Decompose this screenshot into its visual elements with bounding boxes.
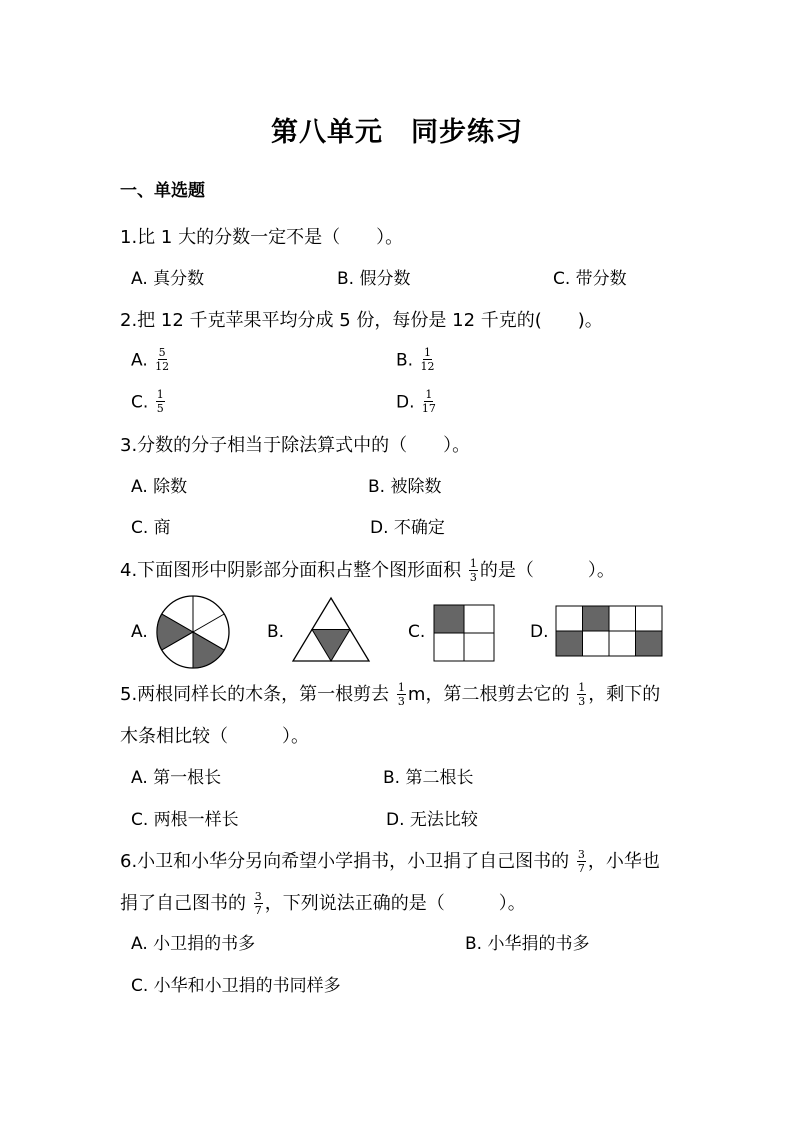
question-4-text-end: 的是（ ）。	[479, 560, 615, 581]
square-cell	[464, 605, 494, 633]
rect-shaded-cell	[556, 631, 583, 656]
question-6-fraction-1	[577, 849, 586, 874]
question-1-text: 1.比 1 大的分数一定不是（ ）。	[120, 227, 404, 248]
fraction-numerator: 1	[423, 346, 431, 359]
q2-option-c-label: C.	[131, 392, 149, 413]
q1-option-a[interactable]: A. 真分数	[131, 269, 205, 289]
question-6-text-2-end: ，下列说法正确的是（ ）。	[264, 893, 526, 914]
question-2-text: 2.把 12 千克苹果平均分成 5 份，每份是 12 千克的( )。	[120, 310, 603, 331]
q4-option-d-label[interactable]: D.	[530, 622, 549, 642]
rect-cell	[556, 606, 583, 631]
q2-option-a[interactable]	[131, 348, 171, 373]
q2-option-c[interactable]	[131, 390, 167, 415]
rect-shaded-cell	[583, 606, 610, 631]
q4-option-d-rectangle-figure[interactable]	[555, 605, 663, 657]
fraction-numerator: 1	[156, 388, 164, 401]
fraction-denominator: 12	[420, 360, 435, 373]
question-6-text-line-1	[120, 849, 660, 875]
q5-option-d[interactable]: D. 无法比较	[386, 810, 478, 830]
question-5-text-end: ，剩下的	[588, 684, 661, 705]
question-4-text	[120, 558, 615, 584]
q2-option-b[interactable]	[396, 348, 436, 373]
fraction-denominator: 3	[469, 570, 477, 584]
question-6-text-start: 6.小卫和小华分另向希望小学捐书，小卫捐了自己图书的	[120, 851, 570, 872]
question-5-text-middle: m，第二根剪去它的	[407, 684, 570, 705]
fraction-denominator: 7	[254, 903, 262, 917]
fraction-numerator: 5	[158, 346, 166, 359]
question-4-fraction	[469, 558, 478, 583]
rect-cell	[583, 631, 610, 656]
q4-option-a-label[interactable]: A.	[131, 622, 148, 642]
q6-option-c[interactable]: C. 小华和小卫捐的书同样多	[131, 976, 341, 996]
fraction-denominator: 5	[156, 402, 164, 415]
q5-option-c[interactable]: C. 两根一样长	[131, 810, 239, 830]
q6-option-a[interactable]: A. 小卫捐的书多	[131, 934, 256, 954]
fraction-denominator: 7	[577, 861, 585, 875]
square-cell	[434, 633, 464, 661]
q2-option-d-label: D.	[396, 392, 415, 413]
fraction-numerator: 1	[397, 680, 405, 694]
q1-option-b[interactable]: B. 假分数	[337, 269, 411, 289]
rect-cell	[636, 606, 663, 631]
fraction-numerator: 3	[254, 889, 262, 903]
q4-option-a-circle-figure[interactable]	[156, 595, 230, 669]
fraction-denominator: 3	[397, 694, 405, 708]
q2-option-c-fraction	[156, 389, 165, 414]
fraction-numerator: 3	[577, 847, 585, 861]
fraction-denominator: 17	[421, 402, 436, 415]
question-5-fraction-2	[577, 682, 586, 707]
rect-shaded-cell	[636, 631, 663, 656]
q4-option-b-triangle-figure[interactable]	[292, 597, 370, 663]
question-6-text-line-2	[120, 891, 526, 917]
fraction-denominator: 3	[578, 694, 586, 708]
rect-cell	[609, 606, 636, 631]
q5-option-a[interactable]: A. 第一根长	[131, 768, 222, 788]
question-5-text-start: 5.两根同样长的木条，第一根剪去	[120, 684, 390, 705]
q2-option-d[interactable]	[396, 390, 438, 415]
square-cell	[464, 633, 494, 661]
fraction-numerator: 1	[469, 556, 477, 570]
q2-option-a-label: A.	[131, 350, 148, 371]
fraction-numerator: 1	[578, 680, 586, 694]
q2-option-b-fraction	[420, 347, 434, 372]
question-6-text-end: ，小华也	[587, 851, 660, 872]
q4-option-c-square-figure[interactable]	[433, 604, 495, 662]
question-3-text: 3.分数的分子相当于除法算式中的（ ）。	[120, 435, 471, 456]
page-title: 第八单元 同步练习	[271, 117, 523, 148]
rect-cell	[609, 631, 636, 656]
q4-option-b-label[interactable]: B.	[267, 622, 285, 642]
question-5-fraction-1	[397, 682, 406, 707]
fraction-numerator: 1	[425, 388, 433, 401]
q5-option-b[interactable]: B. 第二根长	[383, 768, 474, 788]
q3-option-c[interactable]: C. 商	[131, 518, 171, 538]
question-5-text-line-2: 木条相比较（ ）。	[120, 726, 309, 747]
q6-option-b[interactable]: B. 小华捐的书多	[465, 934, 590, 954]
section-heading: 一、单选题	[120, 181, 205, 201]
question-6-text-2-start: 捐了自己图书的	[120, 893, 246, 914]
square-shaded-cell	[434, 605, 464, 633]
q2-option-a-fraction	[155, 347, 169, 372]
q2-option-b-label: B.	[396, 350, 414, 371]
q4-option-c-label[interactable]: C.	[408, 622, 426, 642]
fraction-denominator: 12	[155, 360, 170, 373]
q3-option-d[interactable]: D. 不确定	[370, 518, 445, 538]
q1-option-c[interactable]: C. 带分数	[553, 269, 627, 289]
q2-option-d-fraction	[422, 389, 436, 414]
q3-option-b[interactable]: B. 被除数	[368, 477, 442, 497]
question-6-fraction-2	[254, 891, 263, 916]
question-5-text-line-1	[120, 682, 660, 708]
question-4-text-start: 4.下面图形中阴影部分面积占整个图形面积	[120, 560, 462, 581]
q3-option-a[interactable]: A. 除数	[131, 477, 188, 497]
